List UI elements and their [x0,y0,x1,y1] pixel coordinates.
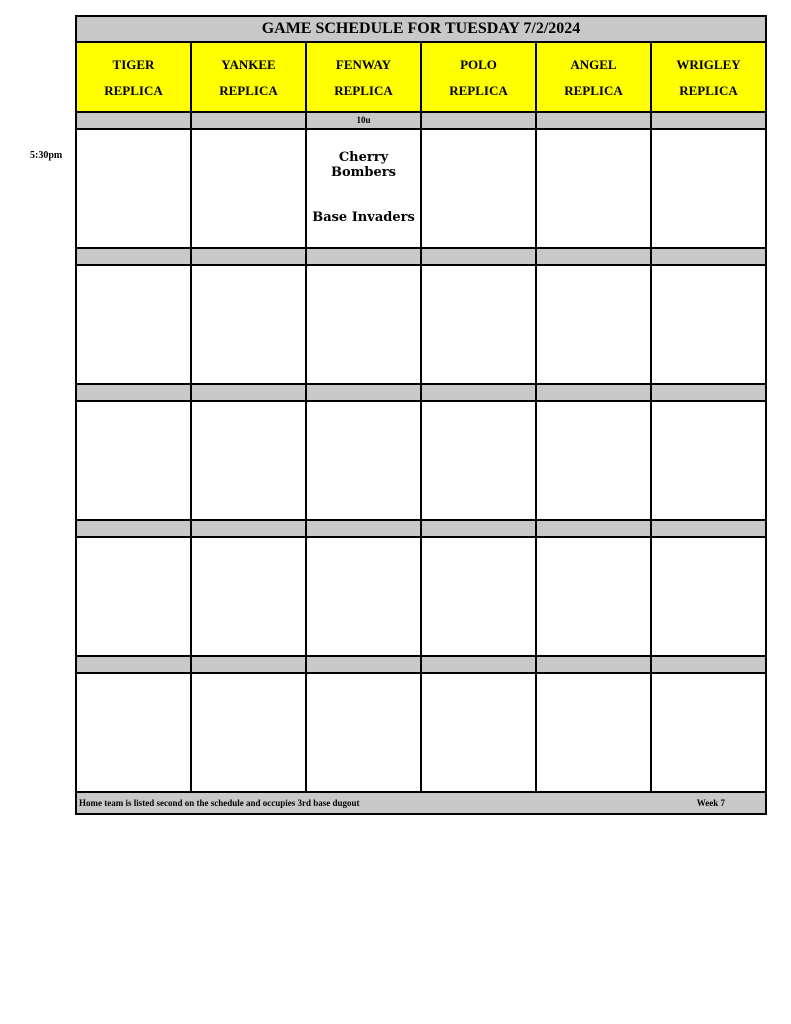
game-cell [192,130,307,247]
time-slots [77,113,765,793]
game-cell [77,130,192,247]
field-header-wrigley [652,43,765,111]
division-row [77,657,765,674]
week-label: Week 7 [696,798,725,808]
division-cell [422,249,537,264]
division-row [77,249,765,266]
game-cell [307,402,422,519]
division-row [77,521,765,538]
field-name: FENWAY [335,57,392,72]
division-cell [537,521,652,536]
division-cell [77,113,192,128]
field-header-fenway [307,43,422,111]
field-type: REPLICA [104,83,163,98]
game-row [77,266,765,385]
division-cell [422,113,537,128]
game-cell [307,538,422,655]
game-cell [422,402,537,519]
field-header-row [77,43,765,113]
game-cell [192,266,307,383]
game-cell [307,674,422,791]
division-cell [307,657,422,672]
field-type: REPLICA [679,83,738,98]
field-name: ANGEL [570,57,617,72]
game-cell [192,402,307,519]
division-cell [192,249,307,264]
division-cell [77,249,192,264]
game-cell [537,266,652,383]
game-cell [537,674,652,791]
game-cell [77,402,192,519]
division-cell [652,521,765,536]
division-cell [652,657,765,672]
division-cell [537,249,652,264]
game-cell [192,674,307,791]
division-row [77,385,765,402]
division-cell [652,385,765,400]
field-header-angel [537,43,652,111]
division-cell [537,385,652,400]
game-cell [422,266,537,383]
home-team: Base Invaders [312,210,415,225]
division-cell [77,385,192,400]
division-cell [422,385,537,400]
game-cell [192,538,307,655]
schedule-footer [77,793,765,813]
slot-time-label: 5:30pm [30,150,63,161]
division-row [77,113,765,130]
division-cell [77,657,192,672]
game-cell [652,674,765,791]
division-cell [537,113,652,128]
game-cell [422,674,537,791]
game-cell [537,538,652,655]
division-cell [307,385,422,400]
game-cell [422,130,537,247]
field-type: REPLICA [219,83,278,98]
division-cell [192,385,307,400]
field-name: POLO [460,57,497,72]
division-cell [192,521,307,536]
game-cell [422,538,537,655]
game-cell [77,674,192,791]
field-type: REPLICA [334,83,393,98]
division-cell [652,113,765,128]
game-cell [652,538,765,655]
schedule-table [75,15,767,815]
field-name: WRIGLEY [676,57,741,72]
field-header-yankee [192,43,307,111]
field-header-tiger [77,43,192,111]
field-name: YANKEE [221,57,276,72]
division-cell [307,521,422,536]
division-cell [192,113,307,128]
division-cell [652,249,765,264]
field-header-polo [422,43,537,111]
division-cell [537,657,652,672]
game-cell [652,130,765,247]
game-cell [77,538,192,655]
game-cell [307,130,422,247]
game-cell [537,130,652,247]
division-cell [422,521,537,536]
page-title: GAME SCHEDULE FOR TUESDAY 7/2/2024 [77,17,765,43]
game-row [77,402,765,521]
game-row [77,538,765,657]
division-cell [307,249,422,264]
division-cell: 10u [307,113,422,128]
division-cell [77,521,192,536]
field-type: REPLICA [449,83,508,98]
home-team-note: Home team is listed second on the schedule and occupies 3rd base dugout [79,798,360,808]
field-name: TIGER [112,57,155,72]
division-cell [192,657,307,672]
division-cell [422,657,537,672]
game-cell [652,402,765,519]
game-cell [307,266,422,383]
game-row [77,674,765,793]
game-cell [652,266,765,383]
game-cell [537,402,652,519]
game-cell [77,266,192,383]
away-team: Cherry Bombers [331,150,396,180]
game-row [77,130,765,249]
field-type: REPLICA [564,83,623,98]
